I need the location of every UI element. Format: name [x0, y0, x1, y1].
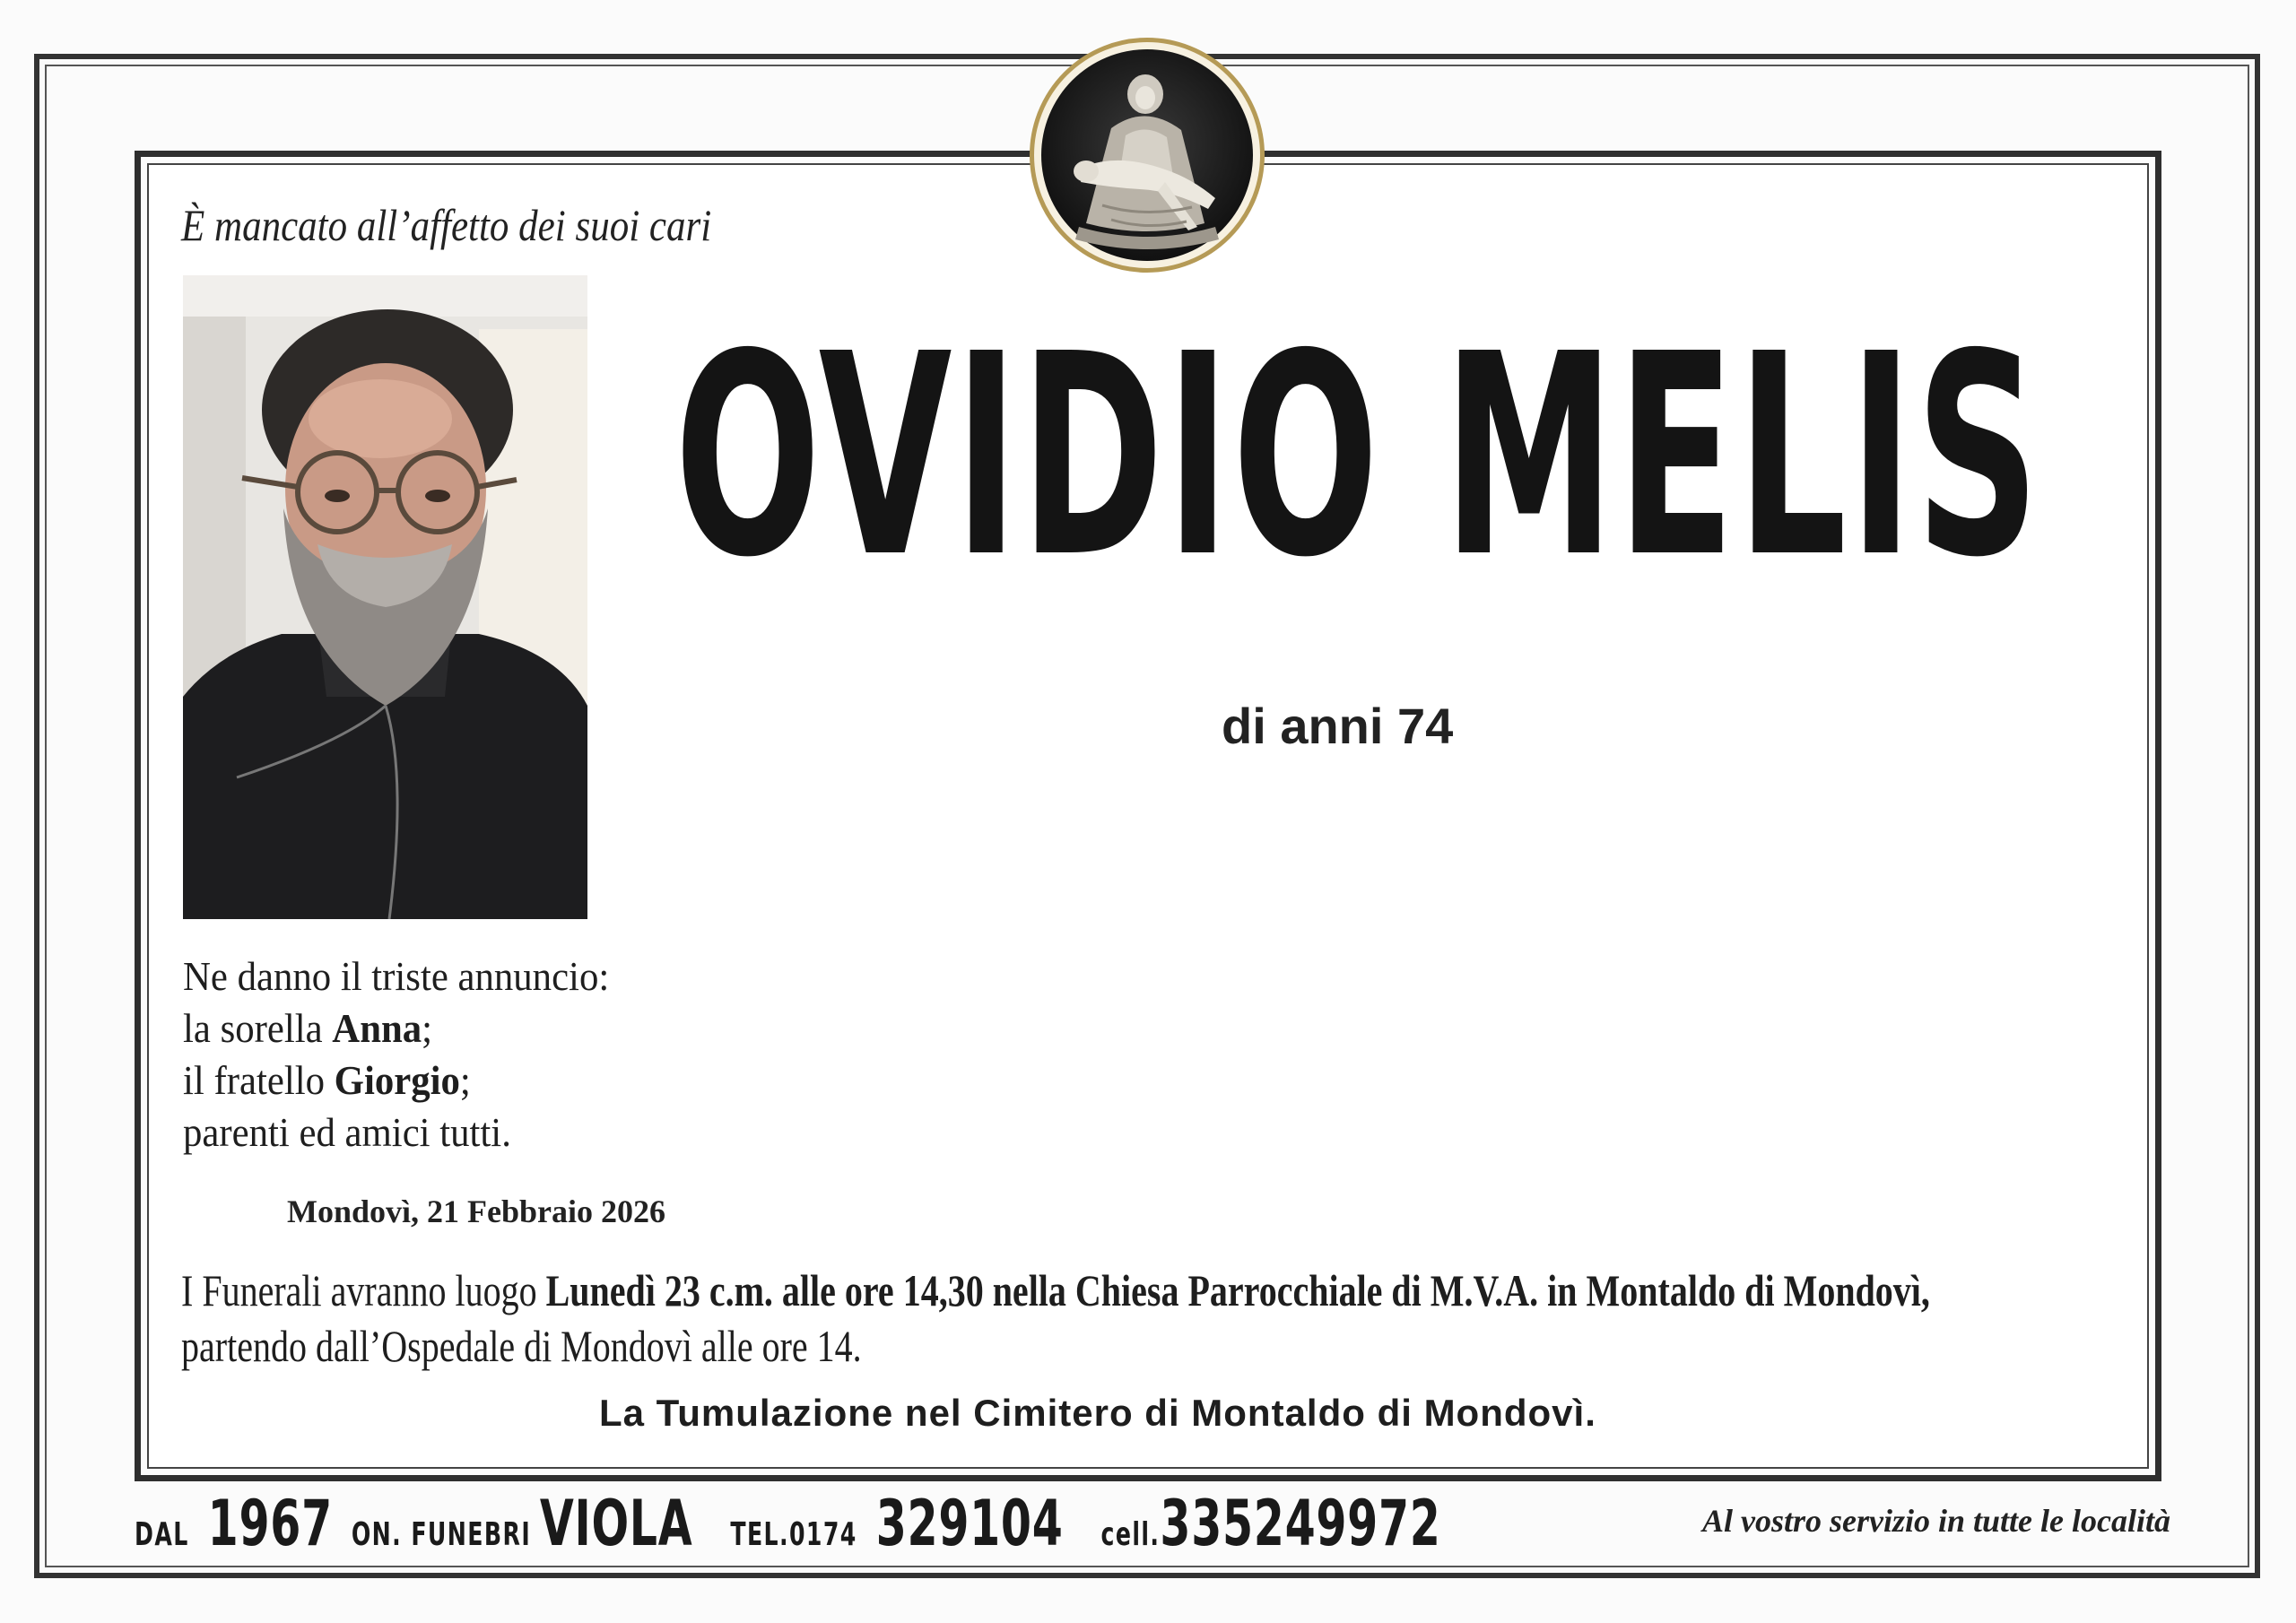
- funeral-time-place: Lunedì 23 c.m. alle ore 14,30 nella Chiesa Parrocchiale di M.V.A. in Montaldo di Mondovì,: [545, 1265, 1930, 1315]
- footer-cell-number[interactable]: 335249972: [1160, 1487, 1441, 1560]
- footer-onf: ON. FUNEBRI: [351, 1516, 532, 1553]
- footer-dal: DAL: [135, 1516, 189, 1553]
- place-date: Mondovì, 21 Febbraio 2026: [287, 1193, 666, 1229]
- sister-suffix: ;: [422, 1005, 433, 1051]
- funeral-prefix: I Funerali avranno luogo: [181, 1265, 546, 1315]
- footer-company: VIOLA: [539, 1487, 693, 1560]
- funeral-home-footer: [135, 1487, 1441, 1558]
- announcement-relatives-line: parenti ed amici tutti.: [183, 1109, 511, 1155]
- brother-prefix: il fratello: [183, 1057, 335, 1103]
- announcement-sister-line: [183, 1002, 609, 1055]
- funeral-details: [181, 1263, 1930, 1374]
- family-announcement: [183, 950, 609, 1159]
- announcement-heading: Ne danno il triste annuncio:: [183, 953, 610, 999]
- footer-cell-label: cell.: [1100, 1516, 1161, 1553]
- pieta-sculpture-icon: [1039, 48, 1255, 263]
- brother-suffix: ;: [459, 1057, 471, 1103]
- burial-text: La Tumulazione nel Cimitero di Montaldo di Mondovì.: [599, 1392, 1596, 1434]
- funeral-line-1: [181, 1263, 1930, 1318]
- portrait-image: [183, 275, 587, 919]
- pieta-medallion-image: [1030, 38, 1265, 273]
- age-text: di anni 74: [1222, 698, 1454, 754]
- announcement-brother-line: [183, 1055, 609, 1107]
- footer-year: 1967: [207, 1487, 333, 1560]
- deceased-name-heading: OVIDIO MELIS: [674, 295, 2042, 619]
- footer-tel-label: TEL.0174: [730, 1516, 857, 1553]
- sister-prefix: la sorella: [183, 1005, 333, 1051]
- deceased-portrait-photo: [183, 275, 587, 919]
- funeral-line-2: partendo dall’Ospedale di Mondovì alle ore 14.: [181, 1321, 862, 1371]
- brother-name: Giorgio: [334, 1057, 460, 1103]
- footer-tel-number[interactable]: 329104: [875, 1487, 1064, 1560]
- sister-name: Anna: [332, 1005, 422, 1051]
- intro-text: È mancato all’affetto dei suoi cari: [181, 200, 712, 250]
- footer-tagline: Al vostro servizio in tutte le località: [1702, 1503, 2170, 1539]
